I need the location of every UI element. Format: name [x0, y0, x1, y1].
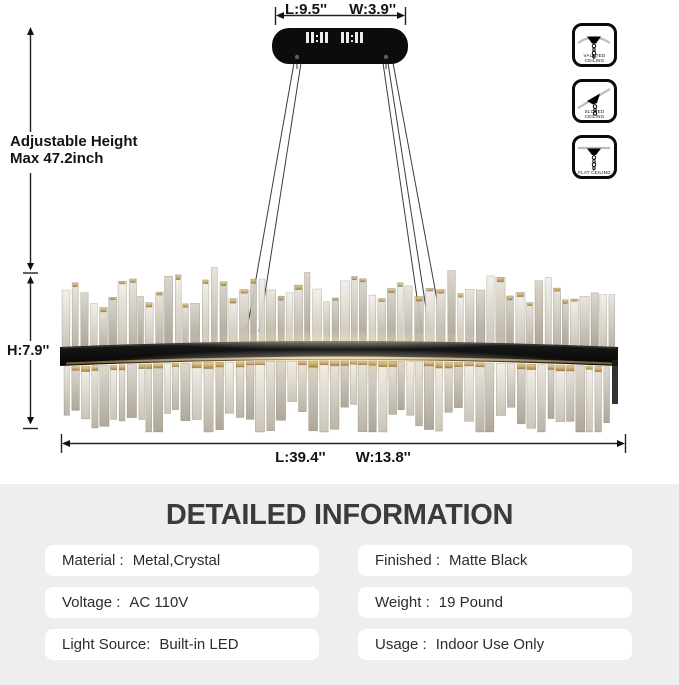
right-end-crystal: [612, 360, 618, 404]
top-length-label: L:9.5'': [284, 1, 328, 18]
vaulted-ceiling-label: VAULTED CEILING: [583, 53, 606, 63]
ceiling-canopy: [272, 28, 408, 69]
spec-card-weight: Weight : 19 Pound: [358, 587, 632, 618]
sloped-ceiling-label: SLOPED CEILING: [584, 109, 605, 119]
spec-cards: [45, 545, 632, 660]
fixture-height-label: H:7.9'': [7, 343, 50, 359]
spec-card-voltage: Voltage : AC 110V: [45, 587, 319, 618]
adjustable-height-label: Adjustable Height Max 47.2inch: [10, 133, 138, 167]
top-dimension-label: [200, 1, 481, 18]
panel-title: DETAILED INFORMATION: [165, 499, 514, 531]
spec-card-usage: Usage : Indoor Use Only: [358, 629, 632, 660]
bottom-width-label: W:13.8'': [355, 449, 411, 466]
sloped-ceiling-icon: [572, 79, 617, 123]
flat-ceiling-icon: [572, 135, 617, 179]
top-width-label: W:3.9'': [349, 1, 397, 18]
bottom-dimension-label: [103, 449, 583, 466]
spec-card-light-source: Light Source: Built-in LED: [45, 629, 319, 660]
lower-crystals: [64, 361, 610, 432]
vaulted-ceiling-icon: [572, 23, 617, 67]
upper-glow: [149, 330, 529, 350]
flat-ceiling-label: FLAT CEILING: [578, 170, 611, 175]
chandelier-image: [60, 268, 618, 433]
bottom-length-label: L:39.4'': [275, 449, 326, 466]
spec-card-finished: Finished : Matte Black: [358, 545, 632, 576]
spec-card-material: Material : Metal,Crystal: [45, 545, 319, 576]
detailed-information-panel: [0, 484, 679, 685]
